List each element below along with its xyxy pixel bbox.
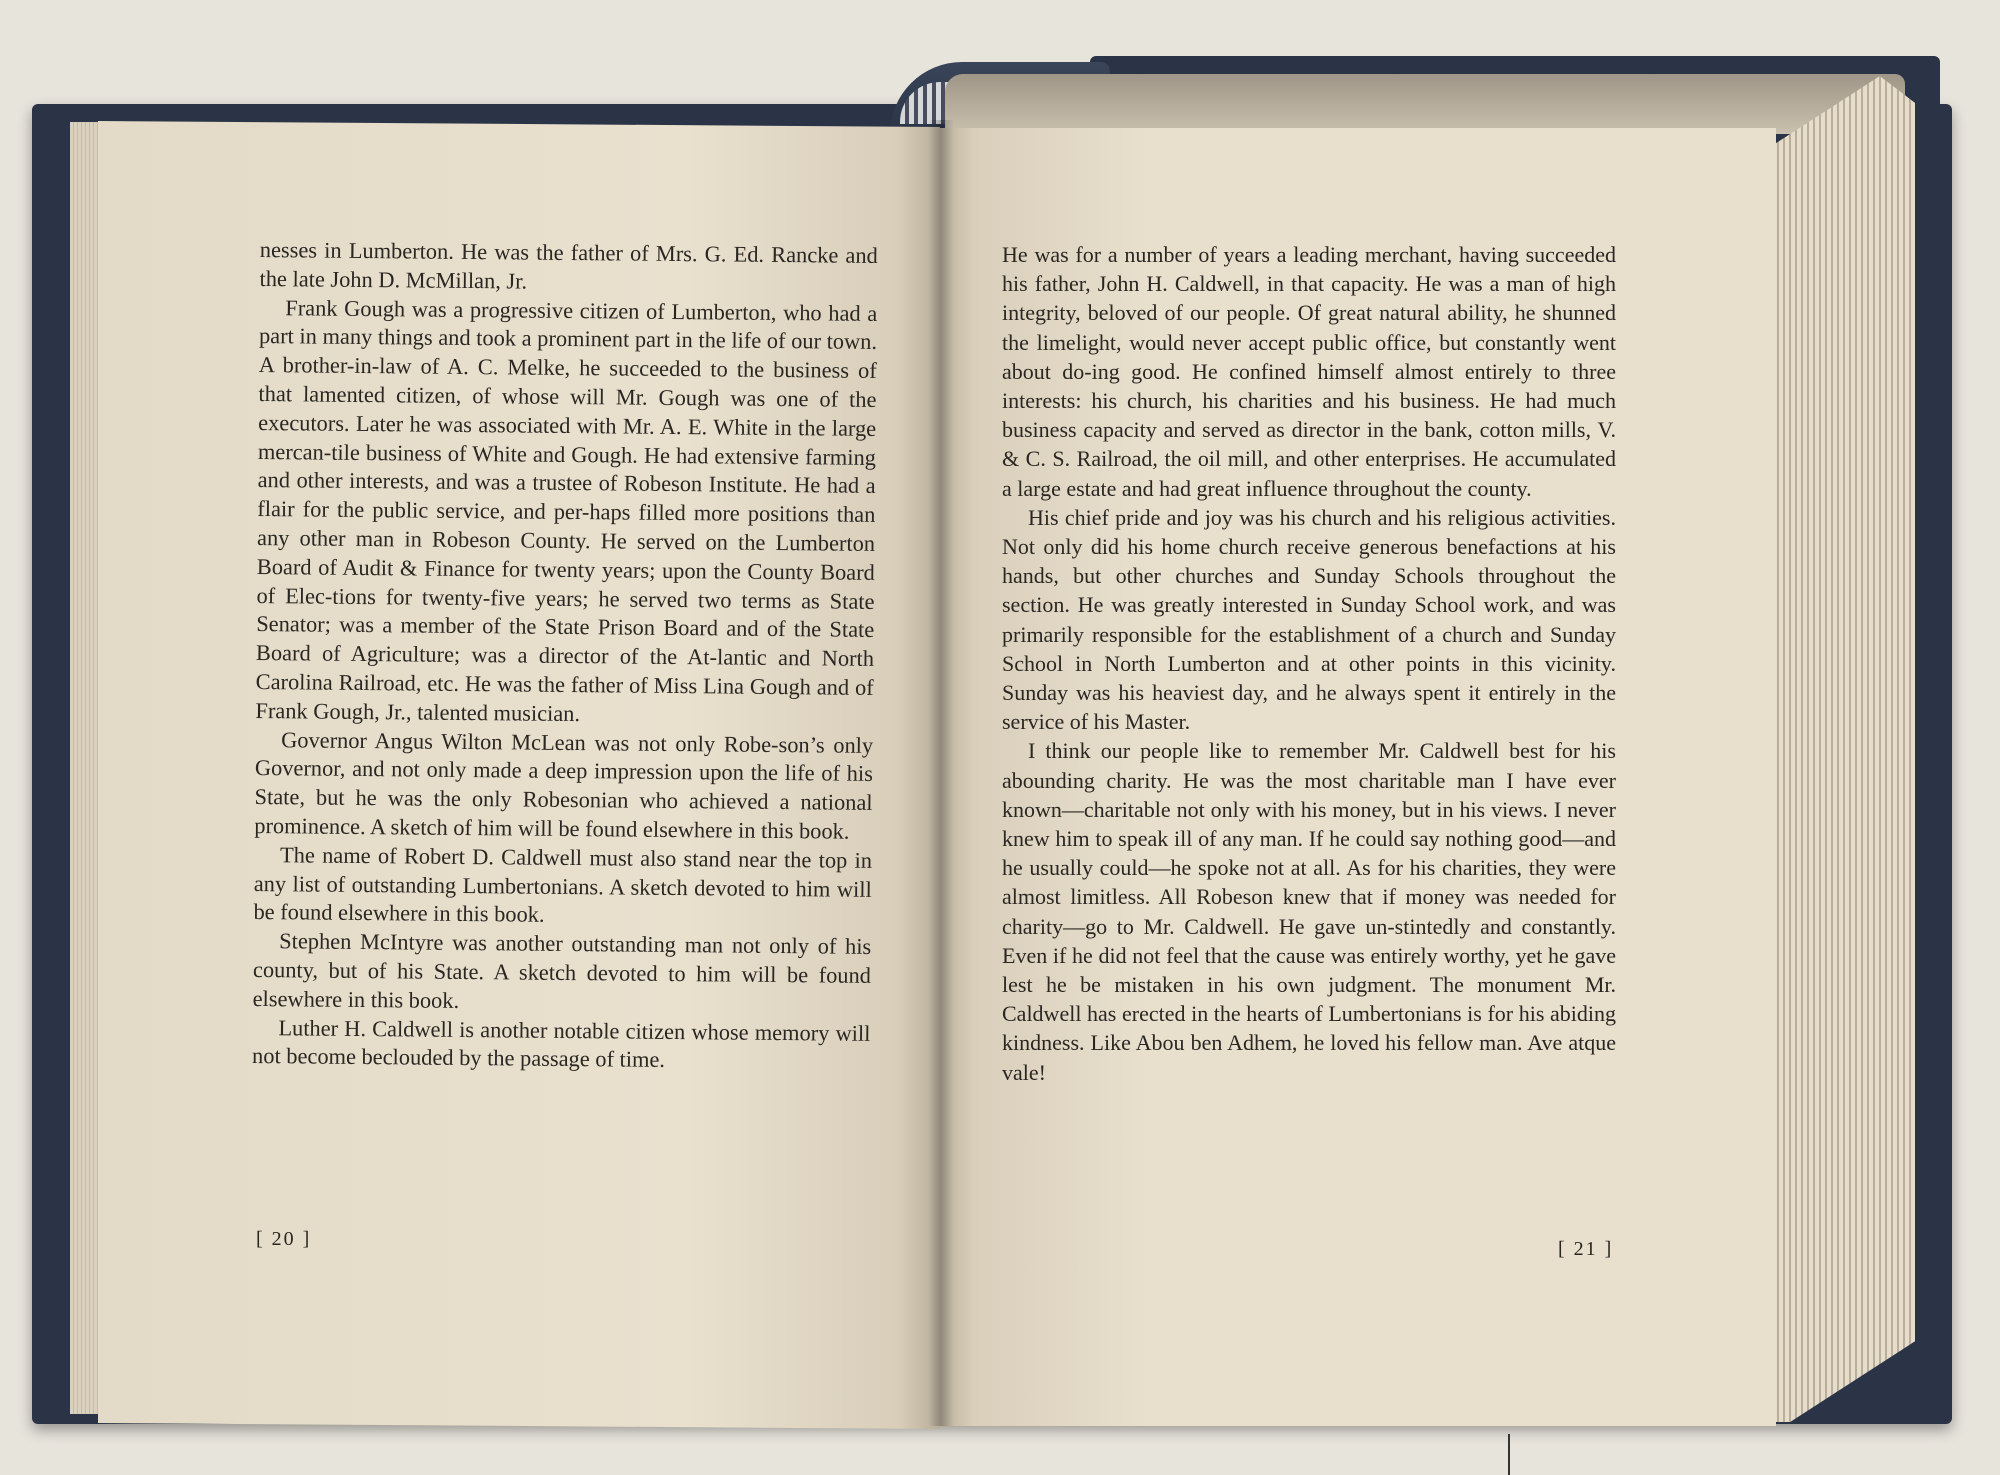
book-gutter: [928, 120, 954, 1426]
page-block-top: [945, 74, 1905, 134]
paragraph: Governor Angus Wilton McLean was not only Robe-son’s only Governor, and not only made a deep impression upon the life of his State, but he was the only Robesonian who achieved a national prominence. A sketch of him will be found elsewhere in this book.: [254, 726, 874, 844]
page-block-fore-edge: [1755, 76, 1915, 1422]
page-number-right: [ 21 ]: [1558, 1238, 1614, 1260]
left-leaf-edges: [70, 122, 98, 1414]
page-number-left: [ 20 ]: [256, 1228, 312, 1250]
paragraph: nesses in Lumberton. He was the father of Mrs. G. Ed. Rancke and the late John D. McMillan, Jr.: [259, 236, 878, 294]
paragraph: Stephen McIntyre was another outstanding man not only of his county, but of his State. A sketch devoted to him will be found elsewhere in this book.: [252, 928, 872, 1013]
paragraph: Luther H. Caldwell is another notable citizen whose memory will not become beclouded by the passage of time.: [252, 1014, 871, 1073]
left-page-text: [252, 236, 878, 1077]
paragraph: I think our people like to remember Mr. Caldwell best for his abounding charity. He was the most charitable man I have ever known—charitable not only with his money, but in his views. I never knew him to speak ill of any man. If he could say nothing good—and he usually could—he spoke not at all. As for his charities, they were almost limitless. All Robeson knew that if money was needed for charity—go to Mr. Caldwell. He gave un-stintedly and constantly. Even if he did not feel that the cause was entirely worthy, yet he gave lest he be mistaken in his own judgment. The monument Mr. Caldwell has erected in the hearts of Lumbertonians is for his abiding kindness. Like Abou ben Adhem, he loved his fellow man. Ave atque vale!: [1002, 738, 1616, 1085]
right-page-text: [1002, 240, 1616, 1087]
paragraph: Frank Gough was a progressive citizen of Lumberton, who had a part in many things and took a prominent part in the life of our town. A brother-in-law of A. C. Melke, he succeeded to the business of that lamented citizen, of whose will Mr. Gough was one of the executors. Later he was associated with Mr. A. E. White in the large mercan-tile business of White and Gough. He had extensive farming and other interests, and was a trustee of Robeson Institute. He had a flair for the public service, and per-haps filled more positions than any other man in Robeson County. He served on the Lumberton Board of Audit & Finance for twenty years; upon the County Board of Elec-tions for twenty-five years; he served two terms as State Senator; was a member of the State Prison Board and of the State Board of Agriculture; was a director of the At-lantic and North Carolina Railroad, etc. He was the father of Miss Lina Gough and of Frank Gough, Jr., talented musician.: [255, 294, 878, 726]
paragraph: The name of Robert D. Caldwell must also stand near the top in any list of outstanding Lumbertonians. A sketch devoted to him will be found elsewhere in this book.: [253, 841, 873, 928]
paragraph: He was for a number of years a leading merchant, having succeeded his father, John H. Caldwell, in that capacity. He was a man of high integrity, beloved of our people. Of great natural ability, he shunned the limelight, would never accept public office, but constantly went about do-ing good. He confined himself almost entirely to three interests: his church, his charities and his business. He had much business capacity and served as director in the bank, cotton mills, V. & C. S. Railroad, the oil mill, and other enterprises. He accumulated a large estate and had great influence throughout the county.: [1002, 242, 1616, 501]
scan-marker: [1508, 1434, 1510, 1475]
paragraph: His chief pride and joy was his church and his religious activities. Not only did his home church receive generous benefactions at his hands, but other churches and Sunday Schools throughout the section. He was greatly interested in Sunday School work, and was primarily responsible for the establishment of a church and Sunday School in North Lumberton and at other points in this vicinity. Sunday was his heaviest day, and he always spent it entirely in the service of his Master.: [1002, 504, 1616, 735]
